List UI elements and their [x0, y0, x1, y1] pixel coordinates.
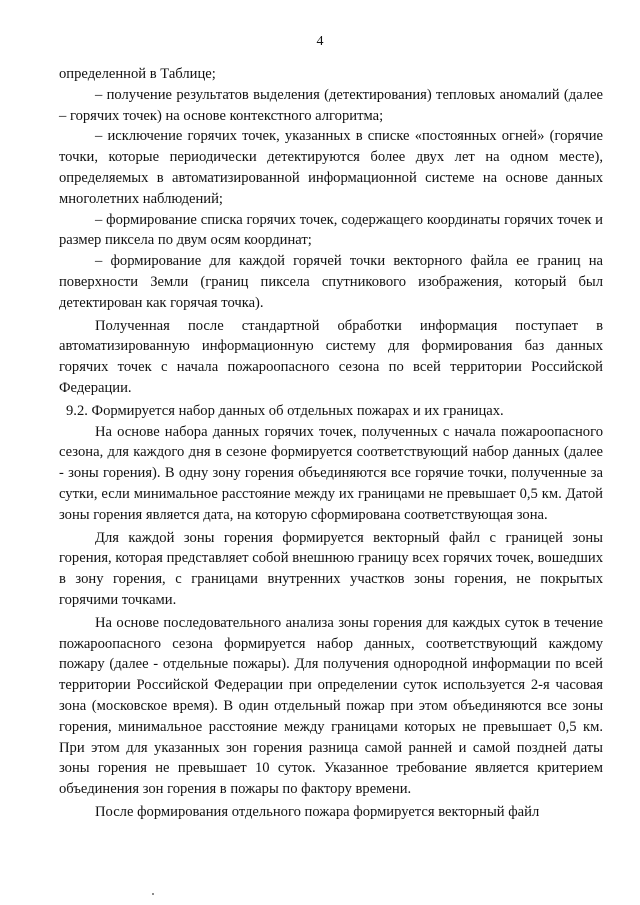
list-item-vector-file: – формирование для каждой горячей точки векторного файла ее границ на поверхности Земли (границ пиксела спутникового изображения, который был детектирован как горячая точка).: [59, 253, 603, 311]
page-number: 4: [316, 34, 324, 49]
scan-speck: [152, 893, 154, 895]
list-item-hotspot-list: – формирование списка горячих точек, содержащего координаты горячих точек и размер пиксела по двум осям координат;: [59, 211, 603, 249]
paragraph-processing: Полученная после стандартной обработки информация поступает в автоматизированную информационную систему для формирования баз данных горячих точек с начала пожароопасного сезона по всей территории Российской Федерации.: [59, 317, 603, 396]
paragraph-separate-fires: На основе последовательного анализа зоны горения для каждых суток в течение пожароопасного сезона формируется набор данных, соответствующий каждому пожару (далее - отдельные пожары). Для получения однородной информации по всей территории Российской Федерации при определении суток используется 2-я часовая зона (московское время). В один отдельный пожар при этом объединяются все зоны горения, минимальное расстояние между границами которых не превышает 0,5 км. При этом для указанных зон горения разница самой ранней и самой поздней даты зоны горения не превышает 10 суток. Указанное требование является критерием объединения зон горения в пожары по фактору времени.: [59, 614, 603, 798]
paragraph-continuation: определенной в Таблице;: [59, 66, 216, 82]
paragraph-zone-vector-file: Для каждой зоны горения формируется векторный файл с границей зоны горения, которая представляет собой внешнюю границу всех горячих точек, вошедших в зону горения, с границами внутренних участков зоны горения, не покрытых горячими точками.: [59, 529, 603, 608]
list-item-exclusion: – исключение горячих точек, указанных в списке «постоянных огней» (горячие точки, которые периодически детектируются более двух лет на одном месте), определяемых в автоматизированной информационной системе на основе данных многолетних наблюдений;: [59, 128, 603, 207]
section-heading-9-2: 9.2. Формируется набор данных об отдельных пожарах и их границах.: [66, 402, 504, 419]
paragraph-final: После формирования отдельного пожара формируется векторный файл: [95, 803, 540, 820]
list-item-detection: – получение результатов выделения (детектирования) тепловых аномалий (далее – горячих точек) на основе контекстного алгоритма;: [59, 86, 603, 124]
document-body: [59, 64, 603, 823]
paragraph-burn-zones: На основе набора данных горячих точек, полученных с начала пожароопасного сезона, для каждого дня в сезоне формируется соответствующий набор данных (далее - зоны горения). В одну зону горения объединяются все горячие точки, полученные за сутки, если минимальное расстояние между их границами не превышает 0,5 км. Датой зоны горения является дата, на которую сформирована соответствующая зона.: [59, 423, 603, 523]
